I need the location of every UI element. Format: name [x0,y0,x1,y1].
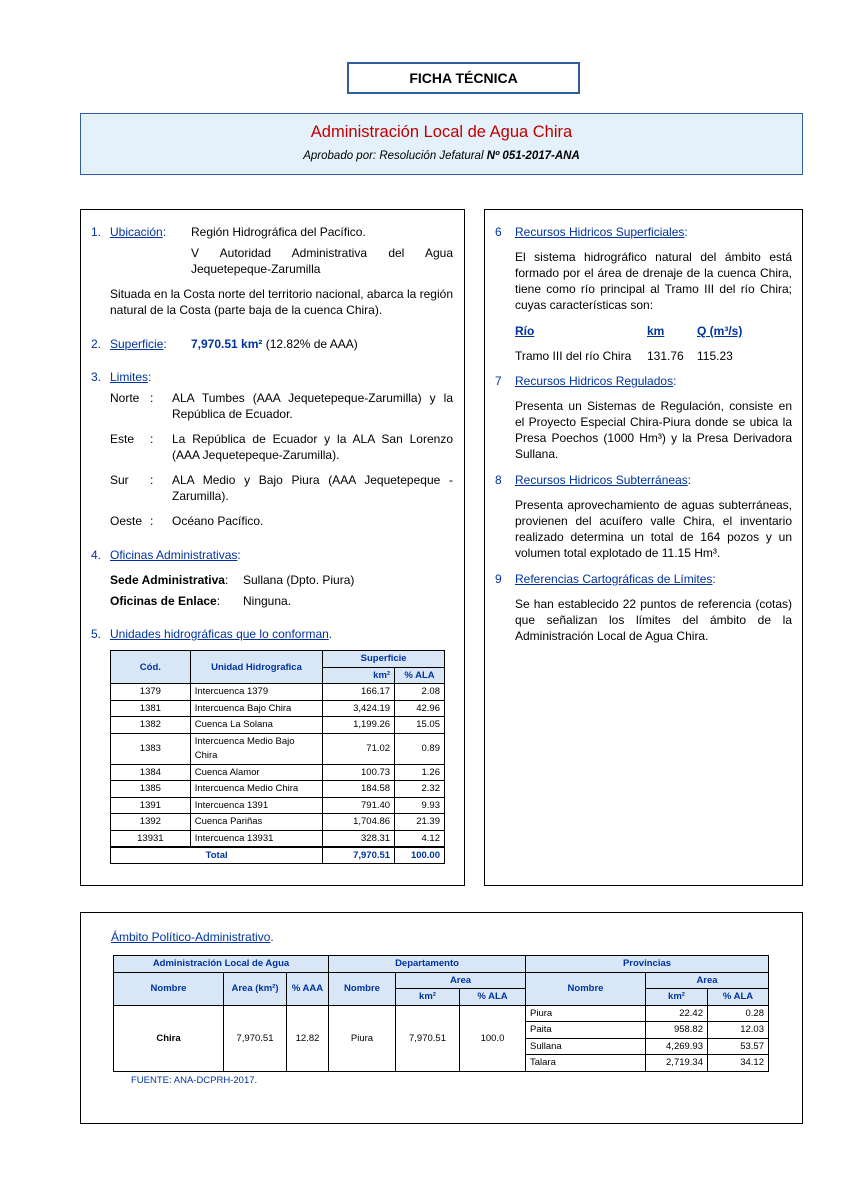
ala-nombre: Chira [114,1005,224,1071]
enlace-label: Oficinas de Enlace [110,594,217,608]
cell-pct: 0.89 [395,733,445,764]
q-header: Q (m³/s) [697,324,743,338]
cell-name: Cuenca Alamor [190,764,323,781]
prov-km2: 958.82 [646,1022,708,1039]
s8-paragraph: Presenta aprovechamiento de aguas subterráneas, provienen del acuífero valle Chira, el inventario realizado determina un total de 164 pozos y un volumen total explotado de 11.15 Hm³. [515,498,792,560]
units-table [110,650,445,864]
s7-title: Recursos Hidricos Regulados: [515,374,677,388]
cell-name: Intercuenca 1379 [190,684,323,701]
cell-cod: 1385 [111,781,191,798]
limit-text-oeste: Océano Pacífico. [172,514,264,528]
cell-pct: 4.12 [395,830,445,847]
cell-km2: 100.73 [323,764,395,781]
prov-km2: 4,269.93 [646,1038,708,1055]
s6-title: Recursos Hidricos Superficiales: [515,225,688,239]
cell-pct: 2.08 [395,684,445,701]
s7-paragraph: Presenta un Sistemas de Regulación, consiste en el Proyecto Especial Chira-Piura donde se ubica la Presa Poechos (1000 Hm³) y la Presa Derivadora Sullana. [515,399,792,461]
cell-name: Intercuenca Bajo Chira [190,700,323,717]
enlace-value: Ninguna. [243,594,292,608]
cell-name: Intercuenca Medio Chira [190,781,323,798]
table-row [114,1005,769,1022]
col-unidad: Unidad Hidrografica [190,651,323,684]
s1-line1: Región Hidrográfica del Pacífico. [191,225,366,239]
table-row [111,684,445,701]
depto-pct: 100.0 [460,1005,526,1071]
total-row [111,847,445,864]
table-row [111,797,445,814]
s9-number: 9 [495,572,502,586]
ambito-table [113,955,769,1072]
col-prov-pct: % ALA [708,989,769,1006]
depto-km2: 7,970.51 [396,1005,460,1071]
header-ala: Administración Local de Agua [114,956,329,973]
prov-nombre: Talara [526,1055,646,1072]
s9-title: Referencias Cartográficas de Límites: [515,572,716,586]
ambito-title-text: Ámbito Político-Administrativo [111,930,271,944]
s8-number: 8 [495,473,502,487]
cell-pct: 42.96 [395,700,445,717]
col-km2: km² [323,667,395,684]
cell-cod: 1381 [111,700,191,717]
cell-cod: 1392 [111,814,191,831]
cell-cod: 13931 [111,830,191,847]
s1-number: 1. [91,225,102,239]
cell-km2: 71.02 [323,733,395,764]
total-label: Total [111,847,323,864]
s5-number: 5. [91,627,102,641]
s6-paragraph: El sistema hidrográfico natural del ámbito está formado por el área de drenaje de la cuenca Chira, tiene como río principal al Tramo III del río Chira; cuyas características son: [515,250,792,312]
fuente-note: FUENTE: ANA-DCPRH-2017. [131,1075,258,1086]
s4-title: Oficinas Administrativas: [110,548,241,562]
col-cod: Cód. [111,651,191,684]
table-row [111,781,445,798]
table-row [111,717,445,734]
s8-title-text: Recursos Hidricos Subterráneas [515,473,688,487]
cell-name: Intercuenca Medio Bajo Chira [190,733,323,764]
sede-value: Sullana (Dpto. Piura) [243,573,355,587]
s2-title: Superficie: [110,337,167,351]
cell-pct: 2.32 [395,781,445,798]
cell-name: Intercuenca 1391 [190,797,323,814]
sede-label: Sede Administrativa [110,573,225,587]
table-row [111,764,445,781]
s4-number: 4. [91,548,102,562]
cell-name: Cuenca Pariñas [190,814,323,831]
col-prov-km2: km² [646,989,708,1006]
s2-number: 2. [91,337,102,351]
rio-km: 131.76 [647,349,684,363]
ambito-title: Ámbito Político-Administrativo. [111,930,274,944]
cell-pct: 21.39 [395,814,445,831]
s2-value [191,336,358,352]
approval-prefix: Aprobado por: Resolución Jefatural [303,150,487,162]
header-depto: Departamento [329,956,526,973]
cell-km2: 328.31 [323,830,395,847]
s1-title-text: Ubicación [110,225,163,239]
cell-cod: 1383 [111,733,191,764]
limit-text-este: La República de Ecuador y la ALA San Lorenzo (AAA Jequetepeque-Zarumilla). [172,432,453,462]
sede-row: Sede Administrativa: [110,573,229,587]
cell-cod: 1384 [111,764,191,781]
s1-line2: V Autoridad Administrativa del Agua Jequetepeque-Zarumilla [191,246,453,276]
cell-km2: 791.40 [323,797,395,814]
cell-name: Intercuenca 13931 [190,830,323,847]
page-title: Administración Local de Agua Chira [310,123,573,141]
ala-pct: 12.82 [287,1005,329,1071]
total-km2: 7,970.51 [323,847,395,864]
prov-km2: 22.42 [646,1005,708,1022]
table-row [111,733,445,764]
limit-colon: : [150,391,154,405]
col-prov-area: Area [646,972,769,989]
col-prov-nombre: Nombre [526,972,646,1005]
header-prov: Provincias [526,956,769,973]
rio-q: 115.23 [697,349,733,363]
s3-number: 3. [91,370,102,384]
cell-km2: 3,424.19 [323,700,395,717]
s8-title: Recursos Hidricos Subterráneas: [515,473,692,487]
col-depto-pct: % ALA [460,989,526,1006]
limit-dir-norte: Norte [110,391,140,405]
col-depto-km2: km² [396,989,460,1006]
rio-header: Río [515,324,535,338]
s7-title-text: Recursos Hidricos Regulados [515,374,674,388]
rio-name: Tramo III del río Chira [515,349,632,363]
prov-pct: 0.28 [708,1005,769,1022]
col-pct: % ALA [395,667,445,684]
cell-pct: 15.05 [395,717,445,734]
cell-km2: 166.17 [323,684,395,701]
s5-title: Unidades hidrográficas que lo conforman. [110,627,333,641]
enlace-row: Oficinas de Enlace: [110,594,221,608]
cell-pct: 9.93 [395,797,445,814]
km-header: km [647,324,665,338]
cell-km2: 1,704.86 [323,814,395,831]
cell-cod: 1382 [111,717,191,734]
s3-title: Limites: [110,370,152,384]
col-superficie: Superficie [323,651,445,668]
table-row [111,700,445,717]
prov-pct: 53.57 [708,1038,769,1055]
s9-paragraph: Se han establecido 22 puntos de referencia (cotas) que señalizan los límites del ámbito de la Administración Local de Agua Chira. [515,597,792,643]
col-ala-nombre: Nombre [114,972,224,1005]
prov-pct: 34.12 [708,1055,769,1072]
depto-nombre: Piura [329,1005,396,1071]
limit-colon: : [150,514,154,528]
s2-title-text: Superficie [110,337,164,351]
s4-title-text: Oficinas Administrativas [110,548,238,562]
ala-area: 7,970.51 [224,1005,287,1071]
cell-km2: 1,199.26 [323,717,395,734]
total-pct: 100.00 [395,847,445,864]
prov-nombre: Sullana [526,1038,646,1055]
table-row [111,814,445,831]
s1-paragraph: Situada en la Costa norte del territorio nacional, abarca la región natural de la Costa (parte baja de la cuenca Chira). [110,287,453,317]
ficha-tecnica-title: FICHA TÉCNICA [347,62,580,94]
col-depto-nombre: Nombre [329,972,396,1005]
limit-colon: : [150,473,154,487]
resolution-ref: Nº 051-2017-ANA [486,150,580,162]
prov-pct: 12.03 [708,1022,769,1039]
s2-pct: (12.82% de AAA) [262,337,358,351]
s7-number: 7 [495,374,502,388]
s5-title-text: Unidades hidrográficas que lo conforman [110,627,329,641]
s6-title-text: Recursos Hidricos Superficiales [515,225,685,239]
cell-pct: 1.26 [395,764,445,781]
limit-dir-este: Este [110,432,135,446]
limit-text-norte: ALA Tumbes (AAA Jequetepeque-Zarumilla) y la República de Ecuador. [172,391,453,421]
cell-name: Cuenca La Solana [190,717,323,734]
s9-title-text: Referencias Cartográficas de Límites [515,572,713,586]
col-depto-area: Area [396,972,526,989]
s2-area: 7,970.51 km² [191,337,263,351]
col-ala-pct: % AAA [287,972,329,1005]
limit-text-sur: ALA Medio y Bajo Piura (AAA Jequetepeque - Zarumilla). [172,473,453,503]
prov-km2: 2,719.34 [646,1055,708,1072]
prov-nombre: Paita [526,1022,646,1039]
approval-subtitle [81,150,802,162]
header-banner [80,113,803,175]
limit-colon: : [150,432,154,446]
s3-title-text: Limites [110,370,149,384]
s6-number: 6 [495,225,502,239]
cell-km2: 184.58 [323,781,395,798]
cell-cod: 1379 [111,684,191,701]
s1-title: Ubicación: [110,225,167,239]
limit-dir-sur: Sur [110,473,129,487]
limit-dir-oeste: Oeste [110,514,143,528]
table-row [111,830,445,847]
prov-nombre: Piura [526,1005,646,1022]
col-ala-area: Area (km²) [224,972,287,1005]
cell-cod: 1391 [111,797,191,814]
